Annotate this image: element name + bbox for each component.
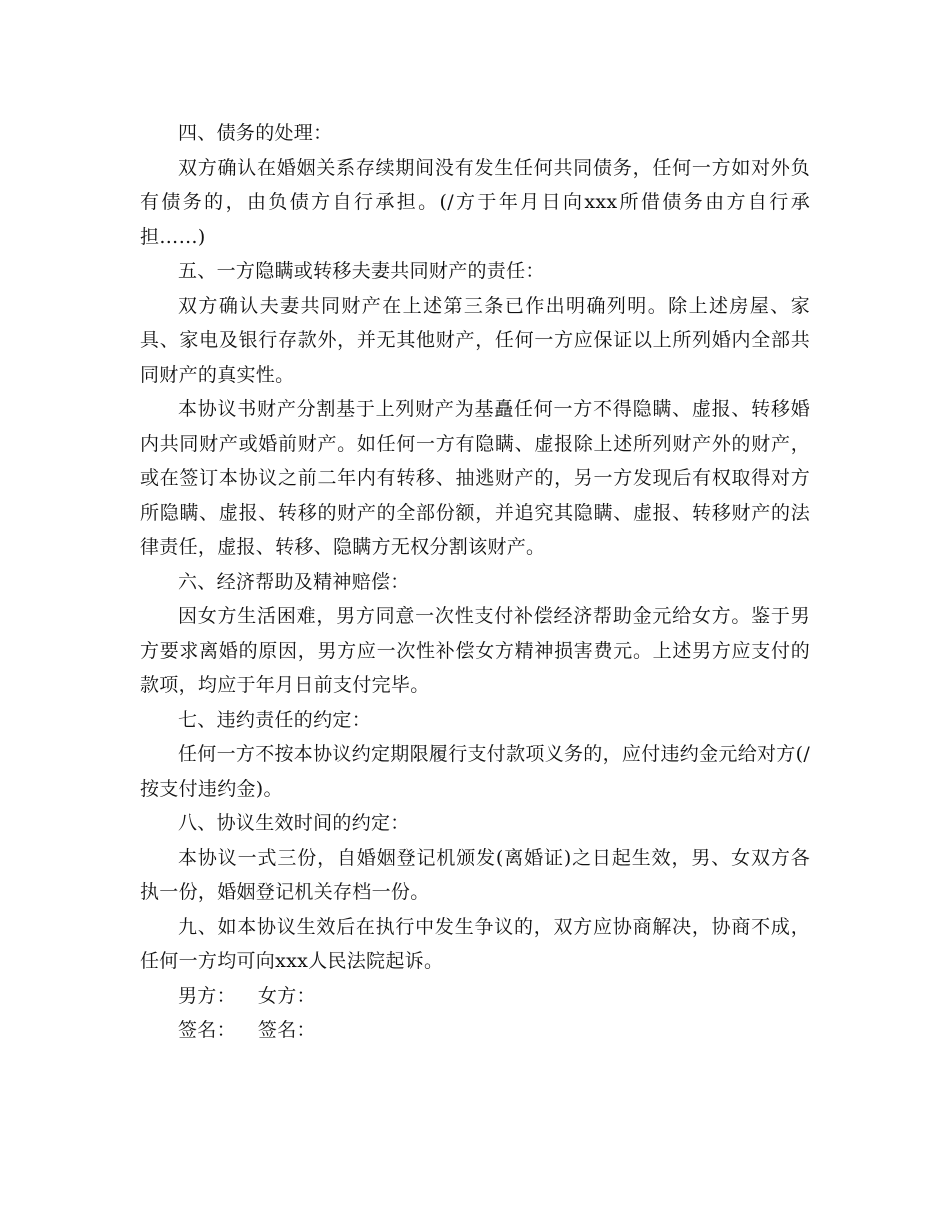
section-heading-compensation: 六、经济帮助及精神赔偿： xyxy=(178,570,410,593)
section-heading-effective: 八、协议生效时间的约定： xyxy=(178,812,410,834)
section-heading-debt: 四、债务的处理： xyxy=(178,122,333,144)
paragraph-breach: 任何一方不按本协议约定期限履行支付款项义务的，应付违约金元给对方(/按支付违约金)。 xyxy=(140,743,811,800)
paragraph-debt: 双方确认在婚姻关系存续期间没有发生任何共同债务，任何一方如对外负有债务的，由负债方自行承担。(/方于年月日向xxx所借债务由方自行承担……) xyxy=(140,156,810,248)
female-signature-label: 签名： xyxy=(257,1019,316,1041)
paragraph-concealment-1: 双方确认夫妻共同财产在上述第三条已作出明确列明。除上述房屋、家具、家电及银行存款外，并无其他财产，任何一方应保证以上所列婚内全部共同财产的真实性。 xyxy=(140,294,810,386)
party-label-row xyxy=(140,979,810,1014)
paragraph-effective: 本协议一式三份，自婚姻登记机颁发(离婚证)之日起生效，男、女双方各执一份，婚姻登记机关存档一份。 xyxy=(140,846,810,903)
paragraph-compensation: 因女方生活困难，男方同意一次性支付补偿经济帮助金元给女方。鉴于男方要求离婚的原因，男方应一次性补偿女方精神损害费元。上述男方应支付的款项，均应于年月日前支付完毕。 xyxy=(140,605,810,696)
male-signature-label: 签名： xyxy=(178,1019,236,1041)
paragraph-dispute: 九、如本协议生效后在执行中发生争议的，双方应协商解决，协商不成，任何一方均可向xxx人民法院起诉。 xyxy=(140,915,810,972)
section-heading-concealment: 五、一方隐瞒或转移夫妻共同财产的责任： xyxy=(178,260,545,282)
document-body xyxy=(140,116,810,1048)
male-party-label: 男方： xyxy=(178,984,236,1007)
signature-label-row xyxy=(140,1013,810,1048)
section-heading-breach: 七、违约责任的约定： xyxy=(178,708,372,731)
paragraph-concealment-2: 本协议书财产分割基于上列财产为基矗任何一方不得隐瞒、虚报、转移婚内共同财产或婚前财产。如任何一方有隐瞒、虚报除上述所列财产外的财产，或在签订本协议之前二年内有转移、抽逃财产的，另一方发现后有权取得对方所隐瞒、虚报、转移的财产的全部份额，并追究其隐瞒、虚报、转移财产的法律责任，虚报、转移、隐瞒方无权分割该财产。 xyxy=(140,398,810,558)
female-party-label: 女方： xyxy=(257,984,316,1007)
